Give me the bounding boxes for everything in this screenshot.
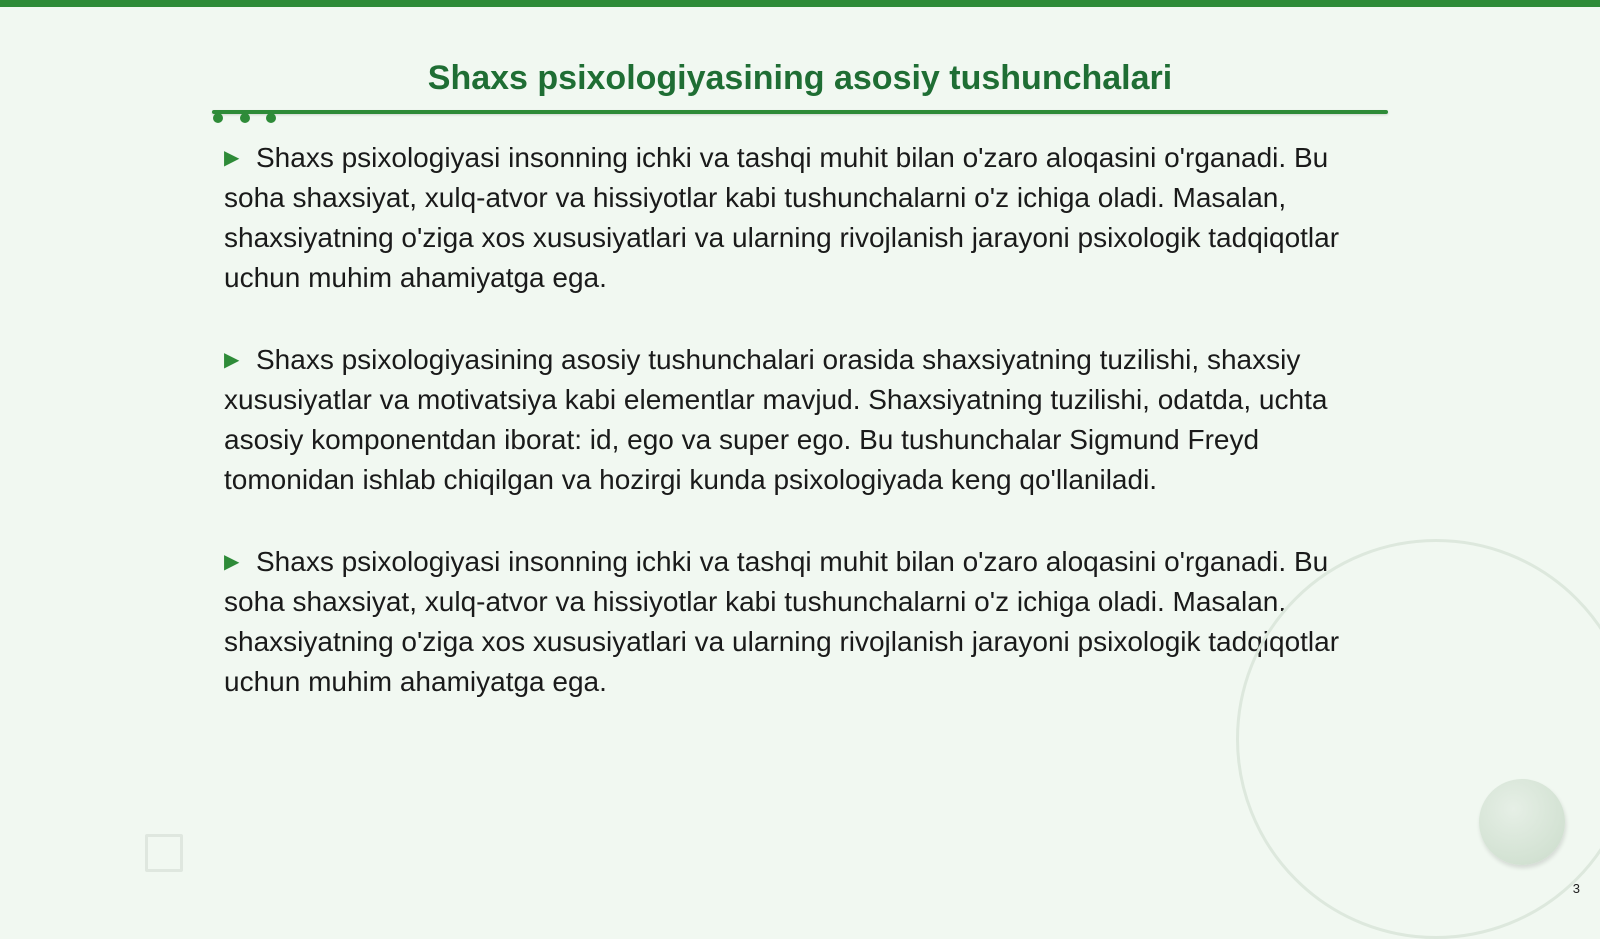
decorative-circle: [1479, 779, 1565, 865]
bullet-text-2: Shaxs psixologiyasining asosiy tushunchalari orasida shaxsiyatning tuzilishi, shaxsiy xususiyatlar va motivatsiya kabi elementlar mavjud. Shaxsiyatning tuzilishi, odatda, uchta asosiy komponentdan iborat: id, ego va super ego. Bu tushunchalar Sigmund Freyd tomonidan ishlab chiqilgan va hozirgi kunda psixologiyada keng qo'llaniladi.: [224, 344, 1328, 495]
top-accent-bar: [0, 0, 1600, 7]
decorative-dot-icon: [266, 113, 276, 123]
bullet-paragraph-2: [224, 340, 1394, 500]
bullet-paragraph-1: [224, 138, 1394, 298]
bullet-text-1: Shaxs psixologiyasi insonning ichki va tashqi muhit bilan o'zaro aloqasini o'rganadi. Bu soha shaxsiyat, xulq-atvor va hissiyotlar kabi tushunchalarni o'z ichiga oladi. Masalan, shaxsiyatning o'ziga xos xususiyatlari va ularning rivojlanish jarayoni psixologik tadqiqotlar uchun muhim ahamiyatga ega.: [224, 142, 1340, 293]
decorative-square: [145, 834, 183, 872]
triangle-right-icon: ▶: [224, 551, 240, 573]
bullet-paragraph-3: [224, 542, 1394, 702]
decorative-dot-icon: [240, 113, 250, 123]
bullet-text-3: Shaxs psixologiyasi insonning ichki va tashqi muhit bilan o'zaro aloqasini o'rganadi. Bu soha shaxsiyat, xulq-atvor va hissiyotlar kabi tushunchalarni o'z ichiga oladi. Masalan, shaxsiyatning o'ziga xos xususiyatlari va ularning rivojlanish jarayoni psixologik tadqiqotlar uchun muhim ahamiyatga ega.: [224, 546, 1340, 697]
bullet-list: [224, 138, 1394, 744]
decorative-dot-icon: [213, 113, 223, 123]
triangle-right-icon: ▶: [224, 147, 240, 169]
page-number: 3: [1572, 881, 1580, 896]
slide-title: Shaxs psixologiyasining asosiy tushunchalari: [427, 59, 1173, 97]
triangle-right-icon: ▶: [224, 349, 240, 371]
title-underline: [212, 110, 1388, 114]
